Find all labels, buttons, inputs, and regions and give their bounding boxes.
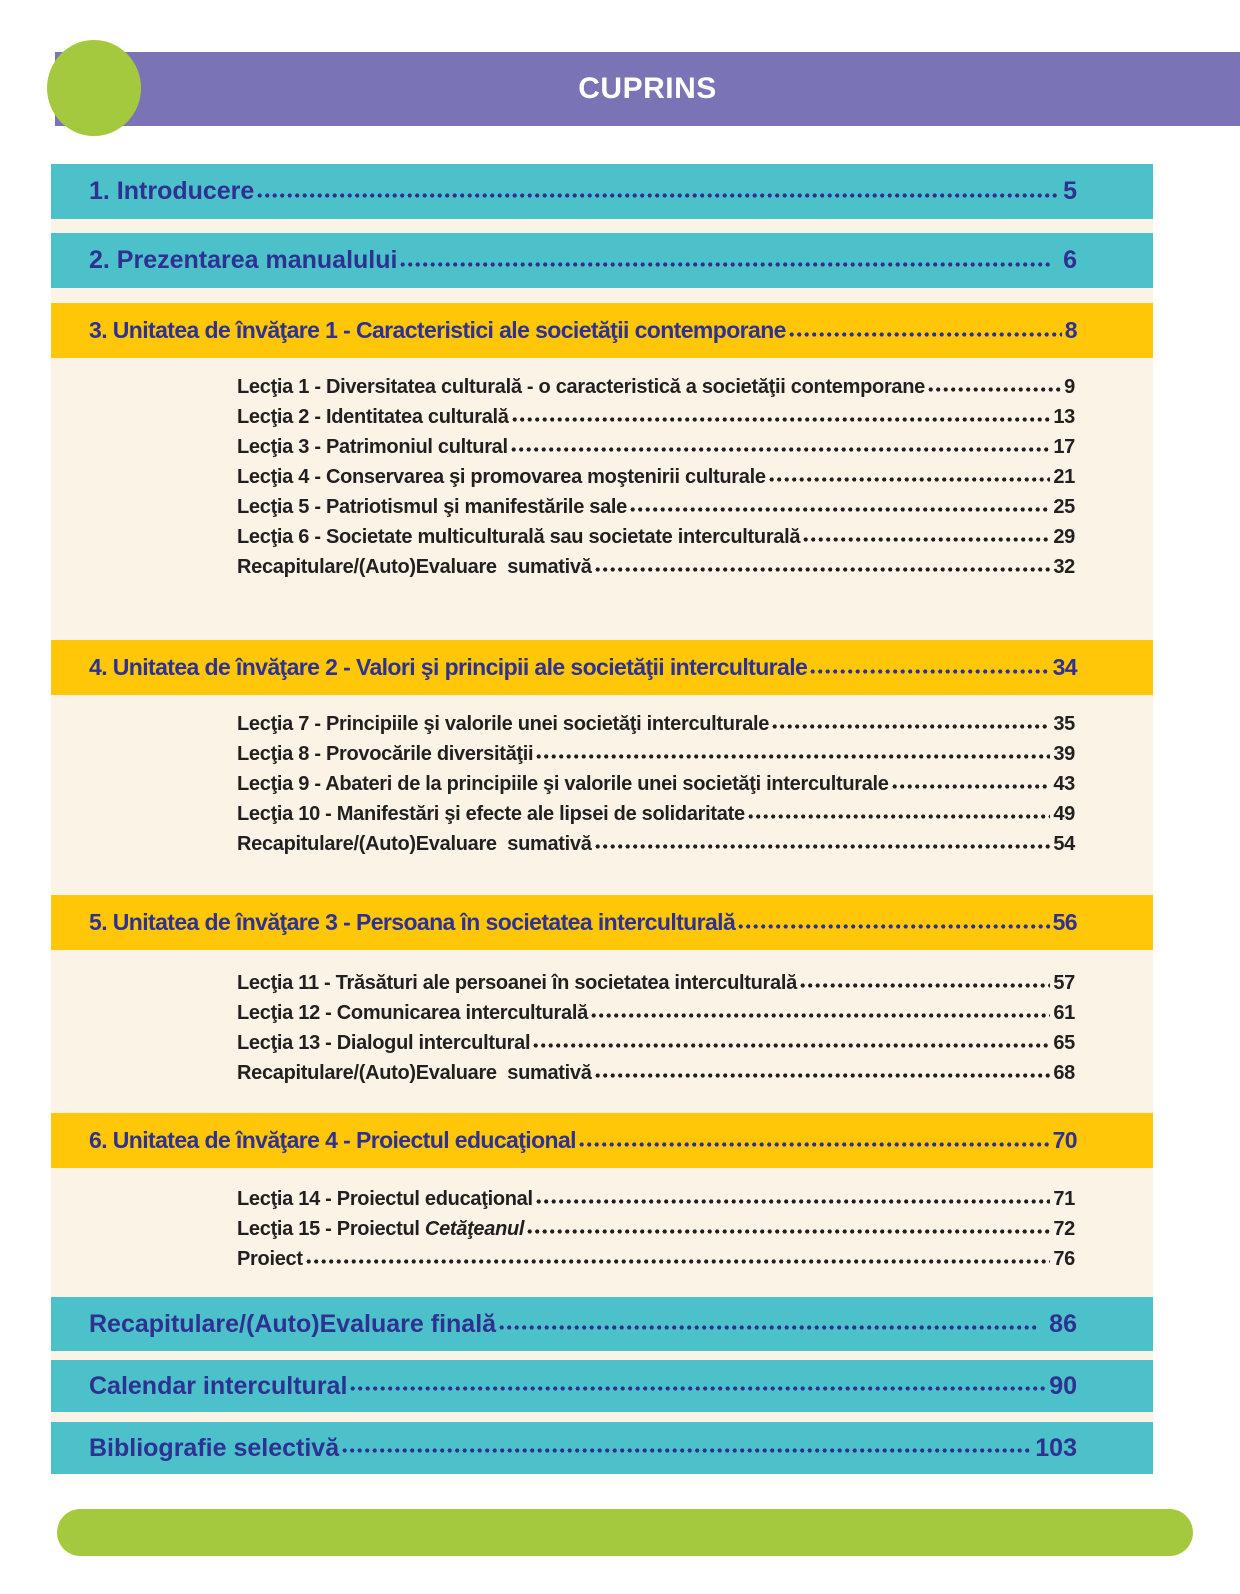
toc-entry-prezentarea-manualului bbox=[51, 233, 1153, 288]
lesson-label: Lecţia 7 - Principiile şi valorile unei societăţi interculturale bbox=[237, 712, 770, 735]
section-heading-label: 3. Unitatea de învăţare 1 - Caracteristici ale societăţii contemporane bbox=[89, 317, 786, 343]
dot-leader bbox=[526, 1227, 1050, 1236]
section-heading-page: 70 bbox=[1052, 1127, 1077, 1153]
lesson-label bbox=[237, 1218, 524, 1241]
lesson-row bbox=[237, 799, 1075, 829]
dot-leader bbox=[256, 191, 1060, 200]
lesson-label-italic: Cetăţeanul bbox=[424, 1217, 525, 1240]
lesson-page: 39 bbox=[1053, 742, 1075, 765]
toc-entry-page: 6 bbox=[1056, 246, 1077, 274]
dot-leader bbox=[594, 565, 1051, 574]
lesson-label-plain: Lecţia 15 - Proiectul bbox=[237, 1217, 425, 1240]
lesson-label: Lecţia 4 - Conservarea şi promovarea moştenirii culturale bbox=[237, 465, 766, 488]
page-header-bar bbox=[55, 52, 1240, 126]
toc-content-column bbox=[51, 164, 1153, 1474]
lesson-label: Lecţia 8 - Provocările diversităţii bbox=[237, 742, 534, 765]
toc-entry-introducere bbox=[51, 164, 1153, 219]
dot-leader bbox=[590, 1011, 1050, 1020]
dot-leader bbox=[771, 722, 1050, 731]
lesson-label: Recapitulare/(Auto)Evaluare sumativă bbox=[237, 832, 592, 855]
lesson-page: 35 bbox=[1053, 712, 1075, 735]
lesson-label: Proiect bbox=[237, 1247, 303, 1270]
lesson-page: 72 bbox=[1053, 1217, 1075, 1240]
lesson-list-unit-4 bbox=[237, 1184, 1075, 1274]
page-title: CUPRINS bbox=[578, 72, 717, 105]
lesson-page: 25 bbox=[1053, 495, 1075, 518]
lesson-label: Lecţia 2 - Identitatea culturală bbox=[237, 405, 509, 428]
lesson-page: 71 bbox=[1053, 1187, 1075, 1210]
lesson-row bbox=[237, 739, 1075, 769]
dot-leader bbox=[349, 1384, 1046, 1393]
dot-leader bbox=[510, 445, 1051, 454]
dot-leader bbox=[578, 1140, 1050, 1149]
dot-leader bbox=[802, 535, 1050, 544]
toc-section-heading-unit-2 bbox=[51, 640, 1153, 695]
lesson-row bbox=[237, 492, 1075, 522]
lesson-page: 76 bbox=[1053, 1247, 1075, 1270]
lesson-label: Lecţia 1 - Diversitatea culturală - o caracteristică a societăţii contemporane bbox=[237, 375, 925, 398]
lesson-label: Lecţia 6 - Societate multiculturală sau societate interculturală bbox=[237, 525, 801, 548]
lesson-row bbox=[237, 709, 1075, 739]
dot-leader bbox=[535, 752, 1050, 761]
lesson-label: Lecţia 10 - Manifestări şi efecte ale lipsei de solidaritate bbox=[237, 802, 745, 825]
lesson-row bbox=[237, 968, 1075, 998]
toc-entry-calendar-intercultural bbox=[51, 1360, 1153, 1412]
lesson-page: 68 bbox=[1053, 1061, 1075, 1084]
lesson-list-unit-2 bbox=[237, 709, 1075, 859]
lesson-label: Lecţia 11 - Trăsături ale persoanei în societatea interculturală bbox=[237, 971, 797, 994]
dot-leader bbox=[737, 922, 1049, 931]
lesson-page: 32 bbox=[1053, 555, 1075, 578]
footer-bar-decoration bbox=[57, 1509, 1193, 1556]
toc-entry-page: 5 bbox=[1063, 177, 1077, 205]
dot-leader bbox=[532, 1041, 1050, 1050]
dot-leader bbox=[341, 1446, 1032, 1455]
lesson-list-unit-3 bbox=[237, 968, 1075, 1088]
dot-leader bbox=[891, 782, 1051, 791]
dot-leader bbox=[535, 1197, 1051, 1206]
lesson-page: 9 bbox=[1064, 375, 1075, 398]
dot-leader bbox=[768, 475, 1051, 484]
dot-leader bbox=[498, 1323, 1039, 1332]
lesson-page: 49 bbox=[1053, 802, 1075, 825]
section-heading-page: 8 bbox=[1064, 317, 1077, 343]
lesson-row bbox=[237, 1028, 1075, 1058]
toc-entry-page: 86 bbox=[1042, 1309, 1077, 1338]
lesson-label: Lecţia 3 - Patrimoniul cultural bbox=[237, 435, 508, 458]
lesson-row bbox=[237, 1184, 1075, 1214]
corner-circle-decoration bbox=[47, 40, 141, 136]
lesson-row-recap bbox=[237, 829, 1075, 859]
dot-leader bbox=[799, 981, 1050, 990]
lesson-list-unit-1 bbox=[237, 372, 1075, 582]
lesson-row bbox=[237, 402, 1075, 432]
toc-section-heading-unit-3 bbox=[51, 895, 1153, 950]
dot-leader bbox=[809, 667, 1049, 676]
lesson-row bbox=[237, 769, 1075, 799]
section-heading-page: 56 bbox=[1052, 909, 1077, 935]
lesson-page: 65 bbox=[1053, 1031, 1075, 1054]
toc-entry-label: Bibliografie selectivă bbox=[89, 1433, 340, 1462]
section-heading-label: 5. Unitatea de învăţare 3 - Persoana în societatea interculturală bbox=[89, 909, 736, 935]
dot-leader bbox=[511, 415, 1051, 424]
dot-leader bbox=[747, 812, 1051, 821]
lesson-row bbox=[237, 1214, 1075, 1244]
lesson-label: Lecţia 5 - Patriotismul şi manifestările sale bbox=[237, 495, 627, 518]
lesson-page: 54 bbox=[1053, 832, 1075, 855]
lesson-row bbox=[237, 432, 1075, 462]
dot-leader bbox=[594, 842, 1051, 851]
lesson-page: 43 bbox=[1053, 772, 1075, 795]
lesson-label: Recapitulare/(Auto)Evaluare sumativă bbox=[237, 1061, 592, 1084]
section-heading-page: 34 bbox=[1052, 654, 1077, 680]
lesson-row bbox=[237, 1244, 1075, 1274]
lesson-row bbox=[237, 372, 1075, 402]
toc-section-heading-unit-1 bbox=[51, 303, 1153, 358]
lesson-page: 29 bbox=[1053, 525, 1075, 548]
lesson-label: Lecţia 12 - Comunicarea interculturală bbox=[237, 1001, 588, 1024]
lesson-label: Lecţia 13 - Dialogul intercultural bbox=[237, 1031, 531, 1054]
lesson-row bbox=[237, 462, 1075, 492]
toc-entry-label: Recapitulare/(Auto)Evaluare finală bbox=[89, 1309, 497, 1338]
toc-section-heading-unit-4 bbox=[51, 1113, 1153, 1168]
lesson-page: 61 bbox=[1053, 1001, 1075, 1024]
toc-entry-page: 90 bbox=[1049, 1371, 1077, 1400]
toc-entry-recapitulare-finala bbox=[51, 1297, 1153, 1351]
toc-entry-bibliografie-selectiva bbox=[51, 1422, 1153, 1474]
lesson-row bbox=[237, 998, 1075, 1028]
lesson-row-recap bbox=[237, 1058, 1075, 1088]
dot-leader bbox=[399, 260, 1053, 269]
dot-leader bbox=[927, 385, 1061, 394]
dot-leader bbox=[788, 330, 1062, 339]
toc-entry-label: Calendar intercultural bbox=[89, 1371, 348, 1400]
toc-entry-label: 1. Introducere bbox=[89, 177, 255, 205]
lesson-label: Lecţia 9 - Abateri de la principiile şi valorile unei societăţi interculturale bbox=[237, 772, 889, 795]
lesson-label: Recapitulare/(Auto)Evaluare sumativă bbox=[237, 555, 592, 578]
dot-leader bbox=[305, 1257, 1051, 1266]
lesson-page: 13 bbox=[1053, 405, 1075, 428]
lesson-label: Lecţia 14 - Proiectul educaţional bbox=[237, 1187, 533, 1210]
dot-leader bbox=[594, 1071, 1051, 1080]
lesson-page: 21 bbox=[1053, 465, 1075, 488]
section-heading-label: 4. Unitatea de învăţare 2 - Valori şi principii ale societăţii interculturale bbox=[89, 654, 808, 680]
toc-entry-page: 103 bbox=[1035, 1433, 1077, 1462]
toc-entry-label: 2. Prezentarea manualului bbox=[89, 246, 398, 274]
lesson-page: 57 bbox=[1053, 971, 1075, 994]
dot-leader bbox=[629, 505, 1050, 514]
section-heading-label: 6. Unitatea de învăţare 4 - Proiectul educaţional bbox=[89, 1127, 576, 1153]
lesson-row bbox=[237, 522, 1075, 552]
lesson-row-recap bbox=[237, 552, 1075, 582]
lesson-page: 17 bbox=[1053, 435, 1075, 458]
